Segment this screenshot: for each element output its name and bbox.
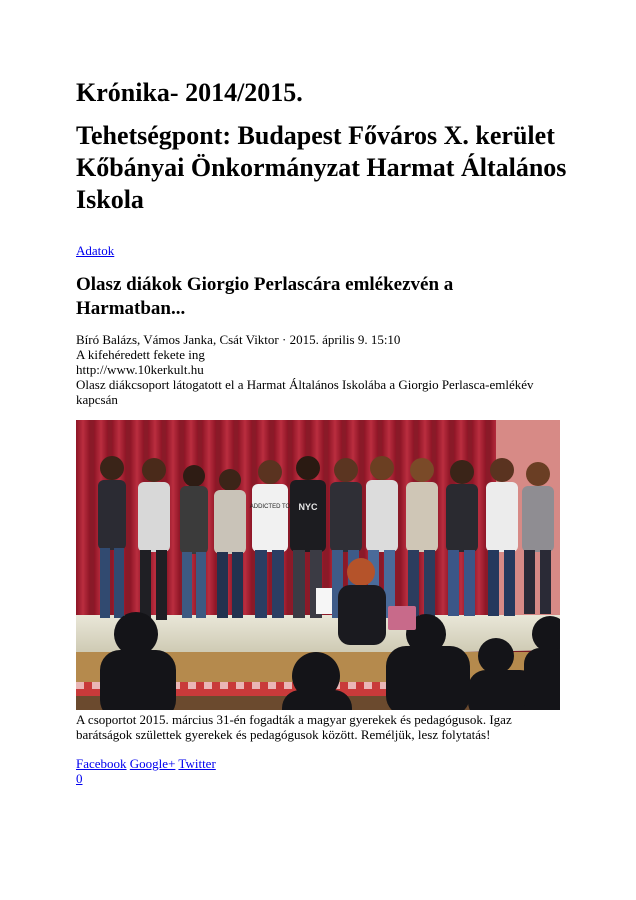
category xyxy=(76,243,114,259)
shirt-text-addicted: ADDICTED TO xyxy=(249,504,291,510)
twitter-share-link[interactable]: Twitter xyxy=(178,756,216,771)
comment-count xyxy=(76,771,83,786)
article-title: Olasz diákok Giorgio Perlascára emlékezvén a Harmatban... xyxy=(76,274,454,319)
photo-caption: A csoportot 2015. március 31-én fogadták a magyar gyerekek és pedagógusok. Igaz barátságok születtek gyerekek és pedagógusok között. Reméljük, lesz folytatás! xyxy=(76,712,512,742)
page-title: Tehetségpont: Budapest Főváros X. kerület Kőbányai Önkormányzat Harmat Általános Iskola xyxy=(76,121,567,214)
article-lead: Olasz diákcsoport látogatott el a Harmat Általános Iskolába a Giorgio Perlasca-emlékév kapcsán xyxy=(76,377,534,407)
article-photo xyxy=(76,420,560,710)
article-source-url: http://www.10kerkult.hu xyxy=(76,362,204,377)
share-links xyxy=(76,756,216,771)
article-byline: Bíró Balázs, Vámos Janka, Csát Viktor · 2015. április 9. 15:10 xyxy=(76,332,401,347)
facebook-share-link[interactable]: Facebook xyxy=(76,756,127,771)
google-plus-share-link[interactable]: Google+ xyxy=(129,756,176,771)
article-line-shirt: A kifehéredett fekete ing xyxy=(76,347,205,362)
category-link-adatok[interactable]: Adatok xyxy=(76,243,115,258)
section-title: Krónika- 2014/2015. xyxy=(76,78,303,107)
stage-photo-illustration xyxy=(76,420,560,710)
article-meta xyxy=(76,332,566,407)
comment-count-link[interactable]: 0 xyxy=(76,771,83,786)
shirt-text-nyc: NYC xyxy=(298,502,318,512)
